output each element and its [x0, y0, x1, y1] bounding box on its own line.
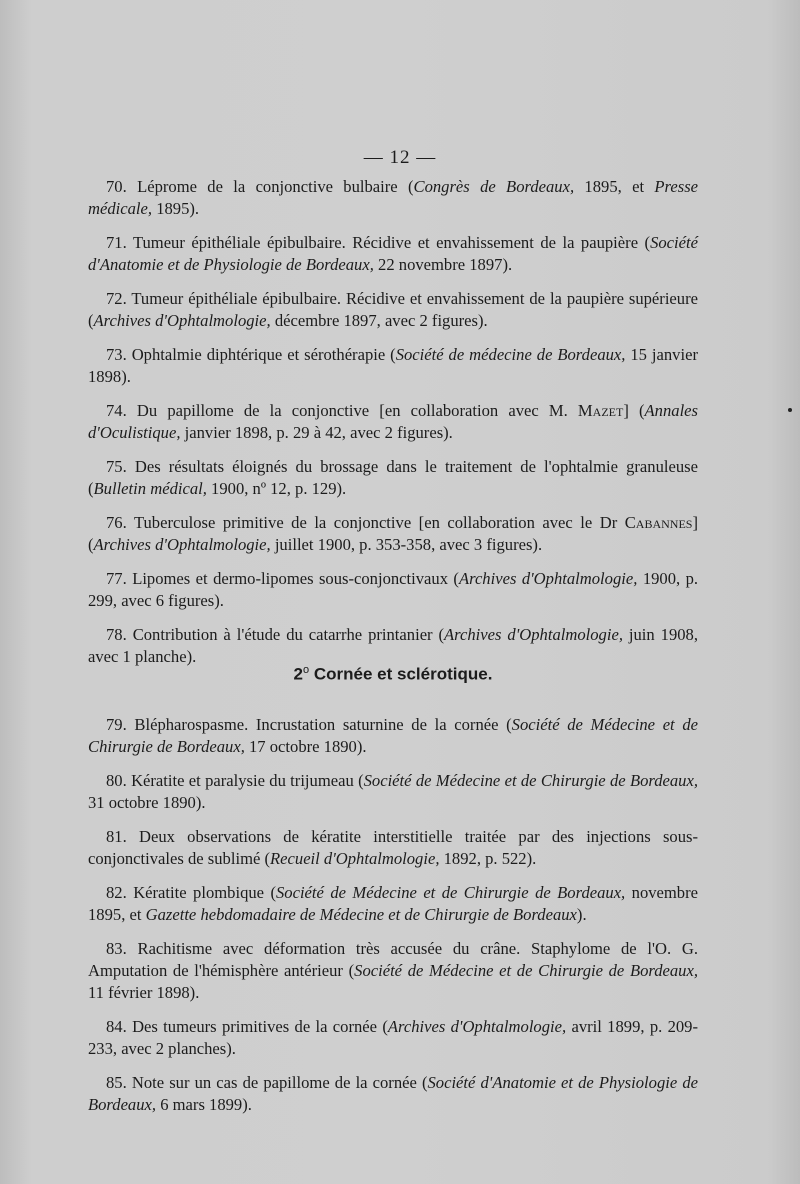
- bibliography-entry: 82. Kératite plombique (Société de Médecine et de Chirurgie de Bordeaux, novembre 1895, et Gazette hebdomadaire de Médecine et de Chirurgie de Bordeaux).: [88, 883, 698, 924]
- bibliography-entry: 71. Tumeur épithéliale épibulbaire. Récidive et envahissement de la paupière (Société d'Anatomie et de Physiologie de Bordeaux, 22 novembre 1897).: [88, 233, 698, 274]
- bibliography-entry: 76. Tuberculose primitive de la conjonctive [en collaboration avec le Dr Cabannes] (Archives d'Ophtalmologie, juillet 1900, p. 353-358, avec 3 figures).: [88, 513, 698, 554]
- entries-cornee: [88, 714, 698, 1128]
- bibliography-entry: 78. Contribution à l'étude du catarrhe printanier (Archives d'Ophtalmologie, juin 1908, avec 1 planche).: [88, 625, 698, 666]
- entries-conjonctive: [88, 176, 698, 680]
- ink-speck: [788, 408, 792, 412]
- bibliography-entry: 77. Lipomes et dermo-lipomes sous-conjonctivaux (Archives d'Ophtalmologie, 1900, p. 299, avec 6 figures).: [88, 569, 699, 610]
- bibliography-entry: 79. Blépharospasme. Incrustation saturnine de la cornée (Société de Médecine et de Chirurgie de Bordeaux, 17 octobre 1890).: [88, 715, 698, 756]
- page-number: — 12 —: [363, 147, 437, 168]
- author-name: Mazet: [577, 401, 624, 420]
- section-title: Cornée et sclérotique.: [313, 664, 493, 684]
- bibliography-entry: 80. Kératite et paralysie du trijumeau (Société de Médecine et de Chirurgie de Bordeaux, 31 octobre 1890).: [88, 771, 698, 812]
- bibliography-entry: 74. Du papillome de la conjonctive [en collaboration avec M. Mazet] (Annales d'Oculistique, janvier 1898, p. 29 à 42, avec 2 figures).: [88, 401, 699, 442]
- bibliography-entry: 85. Note sur un cas de papillome de la cornée (Société d'Anatomie et de Physiologie de Bordeaux, 6 mars 1899).: [88, 1073, 698, 1114]
- bibliography-entry: 84. Des tumeurs primitives de la cornée (Archives d'Ophtalmologie, avril 1899, p. 209-233, avec 2 planches).: [88, 1017, 698, 1058]
- bibliography-entry: 81. Deux observations de kératite interstitielle traitée par des injections sous-conjonctivales de sublimé (Recueil d'Ophtalmologie, 1892, p. 522).: [88, 827, 698, 868]
- bibliography-entry: 83. Rachitisme avec déformation très accusée du crâne. Staphylome de l'O. G. Amputation de l'hémisphère antérieur (Société de Médecine et de Chirurgie de Bordeaux, 11 février 1898).: [88, 939, 698, 1002]
- bibliography-entry: 73. Ophtalmie diphtérique et sérothérapie (Société de médecine de Bordeaux, 15 janvier 1898).: [88, 345, 698, 386]
- bibliography-entry: 70. Lépromе de la conjonctive bulbaire (Congrès de Bordeaux, 1895, et Presse médicale, 1895).: [88, 177, 699, 218]
- bibliography-entry: 75. Des résultats éloignés du brossage dans le traitement de l'ophtalmie granuleuse (Bulletin médical, 1900, nº 12, p. 129).: [88, 457, 698, 498]
- author-name: Cabannes: [624, 513, 693, 532]
- bibliography-entry: 72. Tumeur épithéliale épibulbaire. Récidive et envahissement de la paupière supérieure (Archives d'Ophtalmologie, décembre 1897, avec 2 figures).: [88, 289, 698, 330]
- section-heading: 2$^o$ Cornée et sclérotique.: [293, 664, 493, 684]
